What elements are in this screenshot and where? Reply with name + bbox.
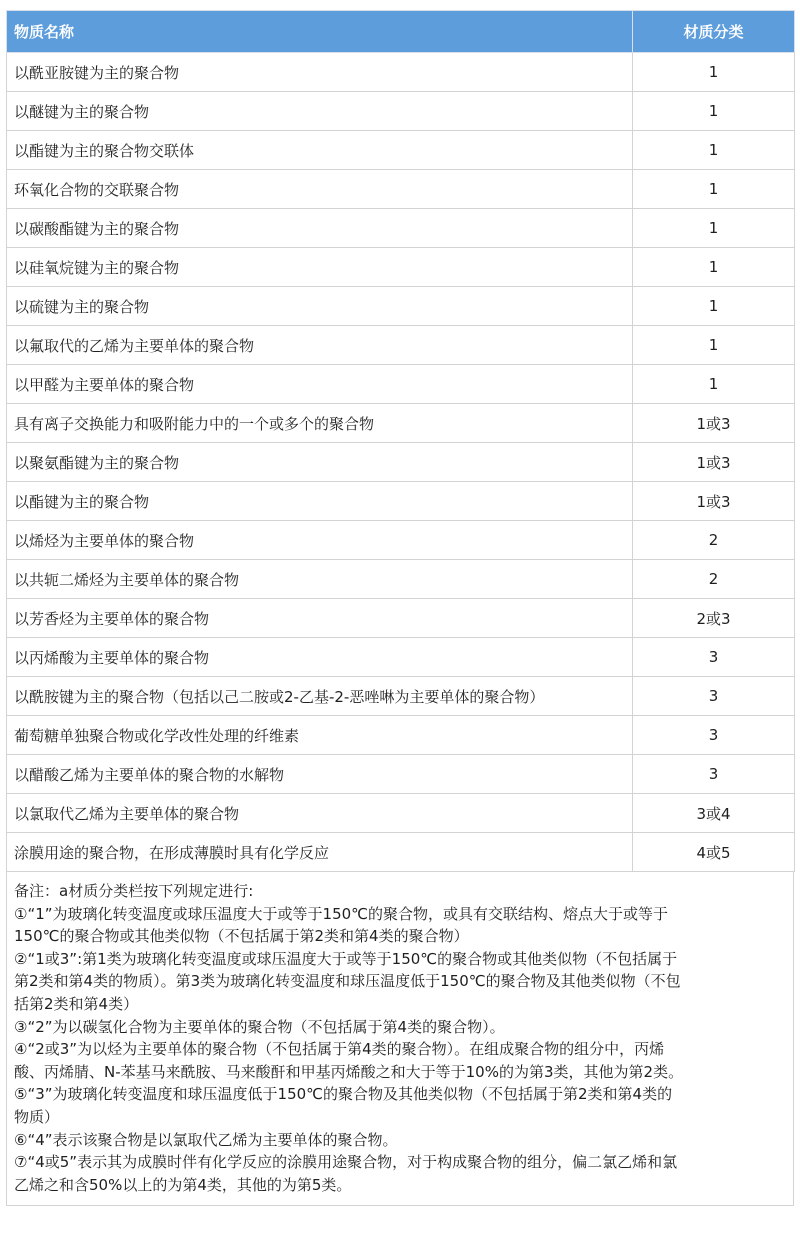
table-row [7,833,795,872]
notes-section [6,872,794,1206]
table-row [7,131,795,170]
notes-line: ⑦“4或5”表示其为成膜时伴有化学反应的涂膜用途聚合物，对于构成聚合物的组分，偏二氯乙烯和氯 [14,1153,678,1172]
notes-line: ⑥“4”表示该聚合物是以氯取代乙烯为主要单体的聚合物。 [14,1130,398,1149]
substance-name-cell: 以醚键为主的聚合物 [7,92,633,131]
table-row [7,404,795,443]
substance-name-cell: 以酰亚胺键为主的聚合物 [7,53,633,92]
substance-name-cell: 以醋酸乙烯为主要单体的聚合物的水解物 [7,755,633,794]
notes-line: ②“1或3”:第1类为玻璃化转变温度或球压温度大于或等于150℃的聚合物或其他类似物（不包括属于 [14,949,678,968]
notes-line: 酸、丙烯腈、N-苯基马来酰胺、马来酸酐和甲基丙烯酸之和大于等于10%的为第3类，其他为第2类。 [14,1062,684,1081]
substance-name-cell: 以酯键为主的聚合物 [7,482,633,521]
substance-name-cell: 以硅氧烷键为主的聚合物 [7,248,633,287]
table-row [7,209,795,248]
classification-table [6,10,795,872]
material-class-cell: 1 [633,170,795,209]
table-row [7,248,795,287]
table-row [7,326,795,365]
material-class-cell: 1 [633,248,795,287]
table-body [7,53,795,872]
material-class-cell: 1或3 [633,443,795,482]
table-row [7,638,795,677]
substance-name-cell: 以甲醛为主要单体的聚合物 [7,365,633,404]
material-class-cell: 1 [633,287,795,326]
material-class-cell: 1 [633,131,795,170]
notes-line: ④“2或3”为以烃为主要单体的聚合物（不包括属于第4类的聚合物）。在组成聚合物的组分中，丙烯 [14,1040,665,1059]
table-row [7,560,795,599]
substance-name-cell: 具有离子交换能力和吸附能力中的一个或多个的聚合物 [7,404,633,443]
material-class-cell: 1 [633,92,795,131]
material-class-cell: 2 [633,560,795,599]
table-row [7,443,795,482]
table-header-row [7,11,795,53]
material-class-cell: 3 [633,716,795,755]
substance-name-cell: 以氟取代的乙烯为主要单体的聚合物 [7,326,633,365]
notes-heading: 备注：a材质分类栏按下列规定进行: [14,882,254,900]
substance-name-cell: 以丙烯酸为主要单体的聚合物 [7,638,633,677]
substance-name-cell: 葡萄糖单独聚合物或化学改性处理的纤维素 [7,716,633,755]
substance-name-cell: 涂膜用途的聚合物，在形成薄膜时具有化学反应 [7,833,633,872]
material-class-cell: 3 [633,677,795,716]
header-substance-name: 物质名称 [7,11,633,53]
substance-name-cell: 以氯取代乙烯为主要单体的聚合物 [7,794,633,833]
notes-line: 150℃的聚合物或其他类似物（不包括属于第2类和第4类的聚合物） [14,927,469,946]
substance-name-cell: 环氧化合物的交联聚合物 [7,170,633,209]
header-material-class: 材质分类 [633,11,795,53]
table-row [7,365,795,404]
substance-name-cell: 以聚氨酯键为主的聚合物 [7,443,633,482]
material-class-cell: 1 [633,53,795,92]
material-class-cell: 3或4 [633,794,795,833]
table-row [7,755,795,794]
notes-line: 括第2类和第4类） [14,994,139,1013]
material-class-cell: 2或3 [633,599,795,638]
table-row [7,716,795,755]
substance-name-cell: 以碳酸酯键为主的聚合物 [7,209,633,248]
material-class-cell: 2 [633,521,795,560]
substance-name-cell: 以共轭二烯烃为主要单体的聚合物 [7,560,633,599]
table-row [7,482,795,521]
substance-name-cell: 以烯烃为主要单体的聚合物 [7,521,633,560]
material-class-cell: 4或5 [633,833,795,872]
table-row [7,599,795,638]
table-row [7,677,795,716]
notes-line: ①“1”为玻璃化转变温度或球压温度大于或等于150℃的聚合物，或具有交联结构、熔点大于或等于 [14,904,669,923]
notes-line: ⑤“3”为玻璃化转变温度和球压温度低于150℃的聚合物及其他类似物（不包括属于第2类和第4类的 [14,1085,673,1104]
material-class-cell: 1 [633,365,795,404]
notes-line: 第2类和第4类的物质）。第3类为玻璃化转变温度和球压温度低于150℃的聚合物及其他类似物（不包 [14,972,681,991]
notes-line: ③“2”为以碳氢化合物为主要单体的聚合物（不包括属于第4类的聚合物）。 [14,1017,505,1036]
table-row [7,794,795,833]
material-class-cell: 1或3 [633,404,795,443]
table-row [7,170,795,209]
table-row [7,287,795,326]
table-row [7,521,795,560]
material-class-cell: 3 [633,755,795,794]
substance-name-cell: 以酰胺键为主的聚合物（包括以己二胺或2-乙基-2-恶唑啉为主要单体的聚合物） [7,677,633,716]
notes-line: 乙烯之和含50%以上的为第4类，其他的为第5类。 [14,1175,352,1194]
material-classification-document [6,10,794,1206]
substance-name-cell: 以硫键为主的聚合物 [7,287,633,326]
substance-name-cell: 以酯键为主的聚合物交联体 [7,131,633,170]
material-class-cell: 1 [633,326,795,365]
notes-line: 物质） [14,1107,60,1126]
substance-name-cell: 以芳香烃为主要单体的聚合物 [7,599,633,638]
material-class-cell: 1或3 [633,482,795,521]
material-class-cell: 1 [633,209,795,248]
table-row [7,53,795,92]
material-class-cell: 3 [633,638,795,677]
table-row [7,92,795,131]
